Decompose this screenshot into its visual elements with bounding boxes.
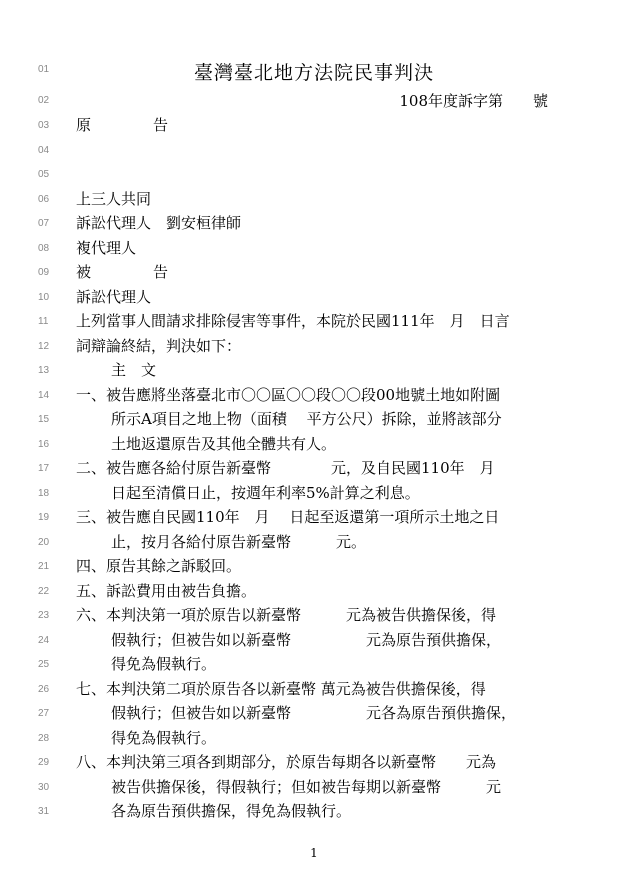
line-number: 25	[38, 659, 50, 670]
text-line: 四、原告其餘之訴駁回。	[76, 557, 242, 575]
text-line: 三、被告應自民國110年 月 日起至返還第一項所示土地之日	[76, 508, 500, 526]
text-line: 一、被告應將坐落臺北市〇〇區〇〇段〇〇段00地號土地如附圖	[76, 386, 501, 404]
text-line: 所示A項目之地上物（面積 平方公尺）拆除，並將該部分	[111, 410, 502, 428]
line-number: 23	[38, 610, 50, 621]
line-number: 14	[38, 390, 50, 401]
text-line: 複代理人	[76, 239, 137, 257]
line-number: 17	[38, 463, 50, 474]
line-number: 06	[38, 194, 50, 205]
text-line: 得免為假執行。	[111, 655, 217, 673]
text-line: 得免為假執行。	[111, 729, 217, 747]
text-line: 上三人共同	[76, 190, 152, 208]
line-number: 15	[38, 414, 50, 425]
line-number: 10	[38, 292, 50, 303]
text-line: 假執行；但被告如以新臺幣 元為原告預供擔保，	[111, 631, 502, 649]
defendant-label: 被告	[76, 263, 168, 281]
document-title: 臺灣臺北地方法院民事判決	[193, 62, 434, 84]
text-line: 止，按月各給付原告新臺幣 元。	[111, 533, 367, 551]
text-line: 土地返還原告及其他全體共有人。	[111, 435, 337, 453]
counsel-line: 訴訟代理人 劉安桓律師	[76, 214, 242, 232]
text-line: 假執行；但被告如以新臺幣 元各為原告預供擔保，	[111, 704, 517, 722]
text-line: 八、本判決第三項各到期部分，於原告每期各以新臺幣 元為	[76, 753, 497, 771]
line-number: 31	[38, 806, 50, 817]
line-number: 07	[38, 218, 50, 229]
line-number: 01	[38, 64, 50, 75]
line-number: 16	[38, 439, 50, 450]
line-number: 22	[38, 586, 50, 597]
line-number: 04	[38, 145, 50, 156]
section-heading: 主 文	[111, 361, 157, 379]
line-number: 05	[38, 169, 50, 180]
line-number: 12	[38, 341, 50, 352]
line-number: 30	[38, 782, 50, 793]
plaintiff-label: 原告	[76, 116, 168, 134]
text-line: 五、訴訟費用由被告負擔。	[76, 582, 257, 600]
line-number: 03	[38, 120, 50, 131]
line-number: 09	[38, 267, 50, 278]
text-line: 六、本判決第一項於原告以新臺幣 元為被告供擔保後，得	[76, 606, 497, 624]
line-number: 13	[38, 365, 50, 376]
line-number: 08	[38, 243, 50, 254]
line-number: 24	[38, 635, 50, 646]
line-number: 19	[38, 512, 50, 523]
case-number: 108年度訴字第 號	[399, 92, 548, 110]
line-number: 26	[38, 684, 50, 695]
line-number: 27	[38, 708, 50, 719]
line-number: 20	[38, 537, 50, 548]
line-number: 29	[38, 757, 50, 768]
line-number: 18	[38, 488, 50, 499]
page-number: 1	[310, 846, 318, 860]
line-number: 28	[38, 733, 50, 744]
text-line: 訴訟代理人	[76, 288, 152, 306]
line-number: 21	[38, 561, 50, 572]
text-line: 被告供擔保後，得假執行；但如被告每期以新臺幣 元	[111, 778, 502, 796]
line-number: 02	[38, 95, 50, 106]
text-line: 上列當事人間請求排除侵害等事件，本院於民國111年 月 日言	[76, 312, 510, 330]
line-number: 11	[38, 316, 49, 327]
text-line: 二、被告應各給付原告新臺幣 元，及自民國110年 月	[76, 459, 495, 477]
text-line: 各為原告預供擔保，得免為假執行。	[111, 802, 352, 820]
text-line: 日起至清償日止，按週年利率5%計算之利息。	[111, 484, 420, 502]
text-line: 七、本判決第二項於原告各以新臺幣 萬元為被告供擔保後，得	[76, 680, 486, 698]
text-line: 詞辯論終結，判決如下：	[76, 337, 242, 355]
